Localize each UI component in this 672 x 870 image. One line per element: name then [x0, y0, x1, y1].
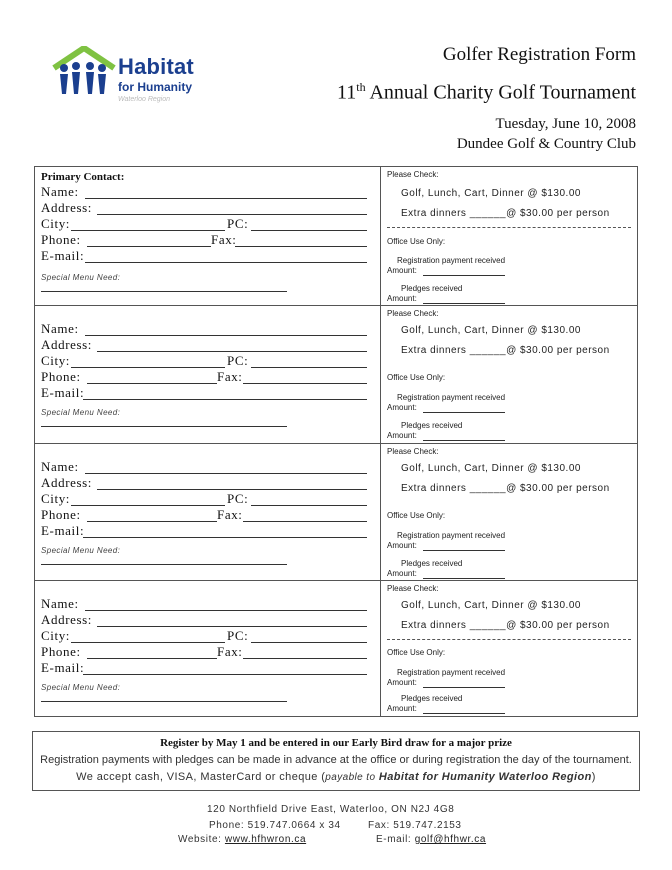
registration-grid	[34, 166, 638, 717]
phone-label: Phone:	[41, 232, 81, 247]
payable-to: payable to	[325, 772, 376, 783]
registration-payment-label: Registration payment received	[397, 256, 506, 265]
option-golf-package[interactable]: Golf, Lunch, Cart, Dinner @ $130.00	[401, 188, 581, 199]
address-field[interactable]	[97, 489, 367, 490]
special-menu-field[interactable]	[41, 426, 287, 427]
registration-payment-label: Registration payment received	[397, 531, 506, 540]
please-check-label: Please Check:	[387, 170, 439, 179]
phone-field[interactable]	[87, 383, 217, 384]
fax-label: Fax:	[217, 644, 243, 659]
email-link[interactable]: golf@hfhwr.ca	[414, 834, 487, 845]
fax-label: Fax:	[211, 232, 237, 247]
amount-field[interactable]	[423, 578, 505, 579]
option-extra-dinners[interactable]: Extra dinners ______@ $30.00 per person	[401, 483, 610, 494]
event-venue: Dundee Golf & Country Club	[456, 136, 636, 152]
logo-name: Habitat	[118, 54, 194, 79]
city-label: City:	[41, 216, 71, 231]
footer-fax: Fax: 519.747.2153	[368, 820, 462, 831]
email-field[interactable]	[85, 262, 367, 263]
special-menu-label: Special Menu Need:	[41, 546, 121, 555]
habitat-logo	[52, 46, 222, 106]
office-use-label: Office Use Only:	[387, 648, 446, 657]
pc-label: PC:	[227, 353, 249, 368]
phone-label: Phone:	[41, 644, 81, 659]
dashed-divider	[387, 639, 631, 640]
fax-field[interactable]	[243, 521, 367, 522]
pc-field[interactable]	[251, 230, 367, 231]
event-date: Tuesday, June 10, 2008	[495, 116, 636, 132]
phone-label: Phone:	[41, 369, 81, 384]
amount-label: Amount:	[387, 403, 417, 412]
option-golf-package[interactable]: Golf, Lunch, Cart, Dinner @ $130.00	[401, 325, 581, 336]
address-label: Address:	[41, 475, 93, 490]
golfer-block-3	[35, 443, 637, 580]
special-menu-field[interactable]	[41, 564, 287, 565]
payable-org: Habitat for Humanity Waterloo Region	[378, 771, 592, 783]
amount-field[interactable]	[423, 412, 505, 413]
special-menu-label: Special Menu Need:	[41, 273, 121, 282]
phone-label: Phone:	[41, 507, 81, 522]
amount-label: Amount:	[387, 541, 417, 550]
special-menu-label: Special Menu Need:	[41, 683, 121, 692]
city-field[interactable]	[71, 505, 225, 506]
address-label: Address:	[41, 337, 93, 352]
fax-label: Fax:	[217, 507, 243, 522]
fax-label: Fax:	[217, 369, 243, 384]
footer-email	[376, 834, 486, 845]
amount-label: Amount:	[387, 678, 417, 687]
name-field[interactable]	[85, 473, 367, 474]
email-label: E-mail:	[41, 385, 85, 400]
accepted-payments	[33, 771, 639, 783]
special-menu-field[interactable]	[41, 291, 287, 292]
email-label-footer: E-mail:	[376, 834, 412, 845]
logo-subtext: Waterloo Region	[118, 96, 171, 103]
city-field[interactable]	[71, 642, 225, 643]
email-label: E-mail:	[41, 248, 85, 263]
pc-label: PC:	[227, 628, 249, 643]
email-label: E-mail:	[41, 523, 85, 538]
pc-field[interactable]	[251, 642, 367, 643]
pledges-label: Pledges received	[401, 421, 463, 430]
name-field[interactable]	[85, 335, 367, 336]
pc-label: PC:	[227, 216, 249, 231]
name-label: Name:	[41, 184, 79, 199]
pc-field[interactable]	[251, 505, 367, 506]
golfer-block-1	[35, 167, 637, 305]
event-ordinal: 11	[336, 81, 357, 104]
fax-field[interactable]	[243, 383, 367, 384]
address-field[interactable]	[97, 626, 367, 627]
pledges-label: Pledges received	[401, 284, 463, 293]
name-label: Name:	[41, 459, 79, 474]
fax-field[interactable]	[235, 246, 367, 247]
event-ordinal-suffix: th	[356, 80, 366, 94]
please-check-label: Please Check:	[387, 584, 439, 593]
city-field[interactable]	[71, 230, 225, 231]
address-field[interactable]	[97, 351, 367, 352]
please-check-label: Please Check:	[387, 309, 439, 318]
option-extra-dinners[interactable]: Extra dinners ______@ $30.00 per person	[401, 208, 610, 219]
amount-field[interactable]	[423, 303, 505, 304]
logo-tagline: for Humanity	[118, 80, 193, 94]
special-menu-field[interactable]	[41, 701, 287, 702]
special-menu-label: Special Menu Need:	[41, 408, 121, 417]
phone-field[interactable]	[87, 521, 217, 522]
pc-label: PC:	[227, 491, 249, 506]
amount-label: Amount:	[387, 431, 417, 440]
amount-label: Amount:	[387, 569, 417, 578]
office-use-label: Office Use Only:	[387, 373, 446, 382]
option-extra-dinners[interactable]: Extra dinners ______@ $30.00 per person	[401, 345, 610, 356]
phone-field[interactable]	[87, 658, 217, 659]
footer-address: 120 Northfield Drive East, Waterloo, ON N2J 4G8	[207, 804, 455, 815]
accepted-payments-text: We accept cash, VISA, MasterCard or cheque (	[76, 771, 326, 783]
address-label: Address:	[41, 612, 93, 627]
registration-payment-label: Registration payment received	[397, 393, 506, 402]
early-bird-notice: Register by May 1 and be entered in our Early Bird draw for a major prize	[160, 737, 512, 749]
footer-phone: Phone: 519.747.0664 x 34	[209, 820, 341, 831]
pc-field[interactable]	[251, 367, 367, 368]
phone-field[interactable]	[87, 246, 211, 247]
address-label: Address:	[41, 200, 93, 215]
email-field[interactable]	[83, 399, 367, 400]
name-field[interactable]	[85, 610, 367, 611]
footer-website	[178, 834, 306, 845]
name-label: Name:	[41, 596, 79, 611]
email-field[interactable]	[83, 537, 367, 538]
website-label: Website:	[178, 834, 222, 845]
city-label: City:	[41, 628, 71, 643]
option-golf-package[interactable]: Golf, Lunch, Cart, Dinner @ $130.00	[401, 463, 581, 474]
golfer-block-4	[35, 580, 637, 716]
amount-field[interactable]	[423, 687, 505, 688]
option-golf-package[interactable]: Golf, Lunch, Cart, Dinner @ $130.00	[401, 600, 581, 611]
amount-label: Amount:	[387, 704, 417, 713]
event-title	[337, 80, 636, 105]
name-label: Name:	[41, 321, 79, 336]
amount-field[interactable]	[423, 713, 505, 714]
golfer-block-2	[35, 305, 637, 443]
amount-field[interactable]	[423, 275, 505, 276]
option-extra-dinners[interactable]: Extra dinners ______@ $30.00 per person	[401, 620, 610, 631]
registration-payment-label: Registration payment received	[397, 668, 506, 677]
dashed-divider	[387, 227, 631, 228]
primary-contact-label: Primary Contact:	[41, 171, 125, 183]
amount-field[interactable]	[423, 440, 505, 441]
registration-notice	[32, 731, 640, 791]
name-field[interactable]	[85, 198, 367, 199]
amount-field[interactable]	[423, 550, 505, 551]
please-check-label: Please Check:	[387, 447, 439, 456]
amount-label: Amount:	[387, 294, 417, 303]
city-label: City:	[41, 491, 71, 506]
fax-field[interactable]	[243, 658, 367, 659]
city-label: City:	[41, 353, 71, 368]
amount-label: Amount:	[387, 266, 417, 275]
office-use-label: Office Use Only:	[387, 237, 446, 246]
pledges-label: Pledges received	[401, 694, 463, 703]
pledges-label: Pledges received	[401, 559, 463, 568]
payment-notice: Registration payments with pledges can be made in advance at the office or during registration the day of the tournament.	[40, 754, 632, 766]
event-name: Annual Charity Golf Tournament	[369, 81, 636, 104]
address-field[interactable]	[97, 214, 367, 215]
email-field[interactable]	[83, 674, 367, 675]
city-field[interactable]	[71, 367, 225, 368]
accepted-payments-close: )	[591, 771, 596, 783]
habitat-people-icon	[52, 46, 116, 98]
form-title: Golfer Registration Form	[442, 44, 636, 65]
office-use-label: Office Use Only:	[387, 511, 446, 520]
email-label: E-mail:	[41, 660, 85, 675]
website-link[interactable]: www.hfhwron.ca	[224, 834, 307, 845]
